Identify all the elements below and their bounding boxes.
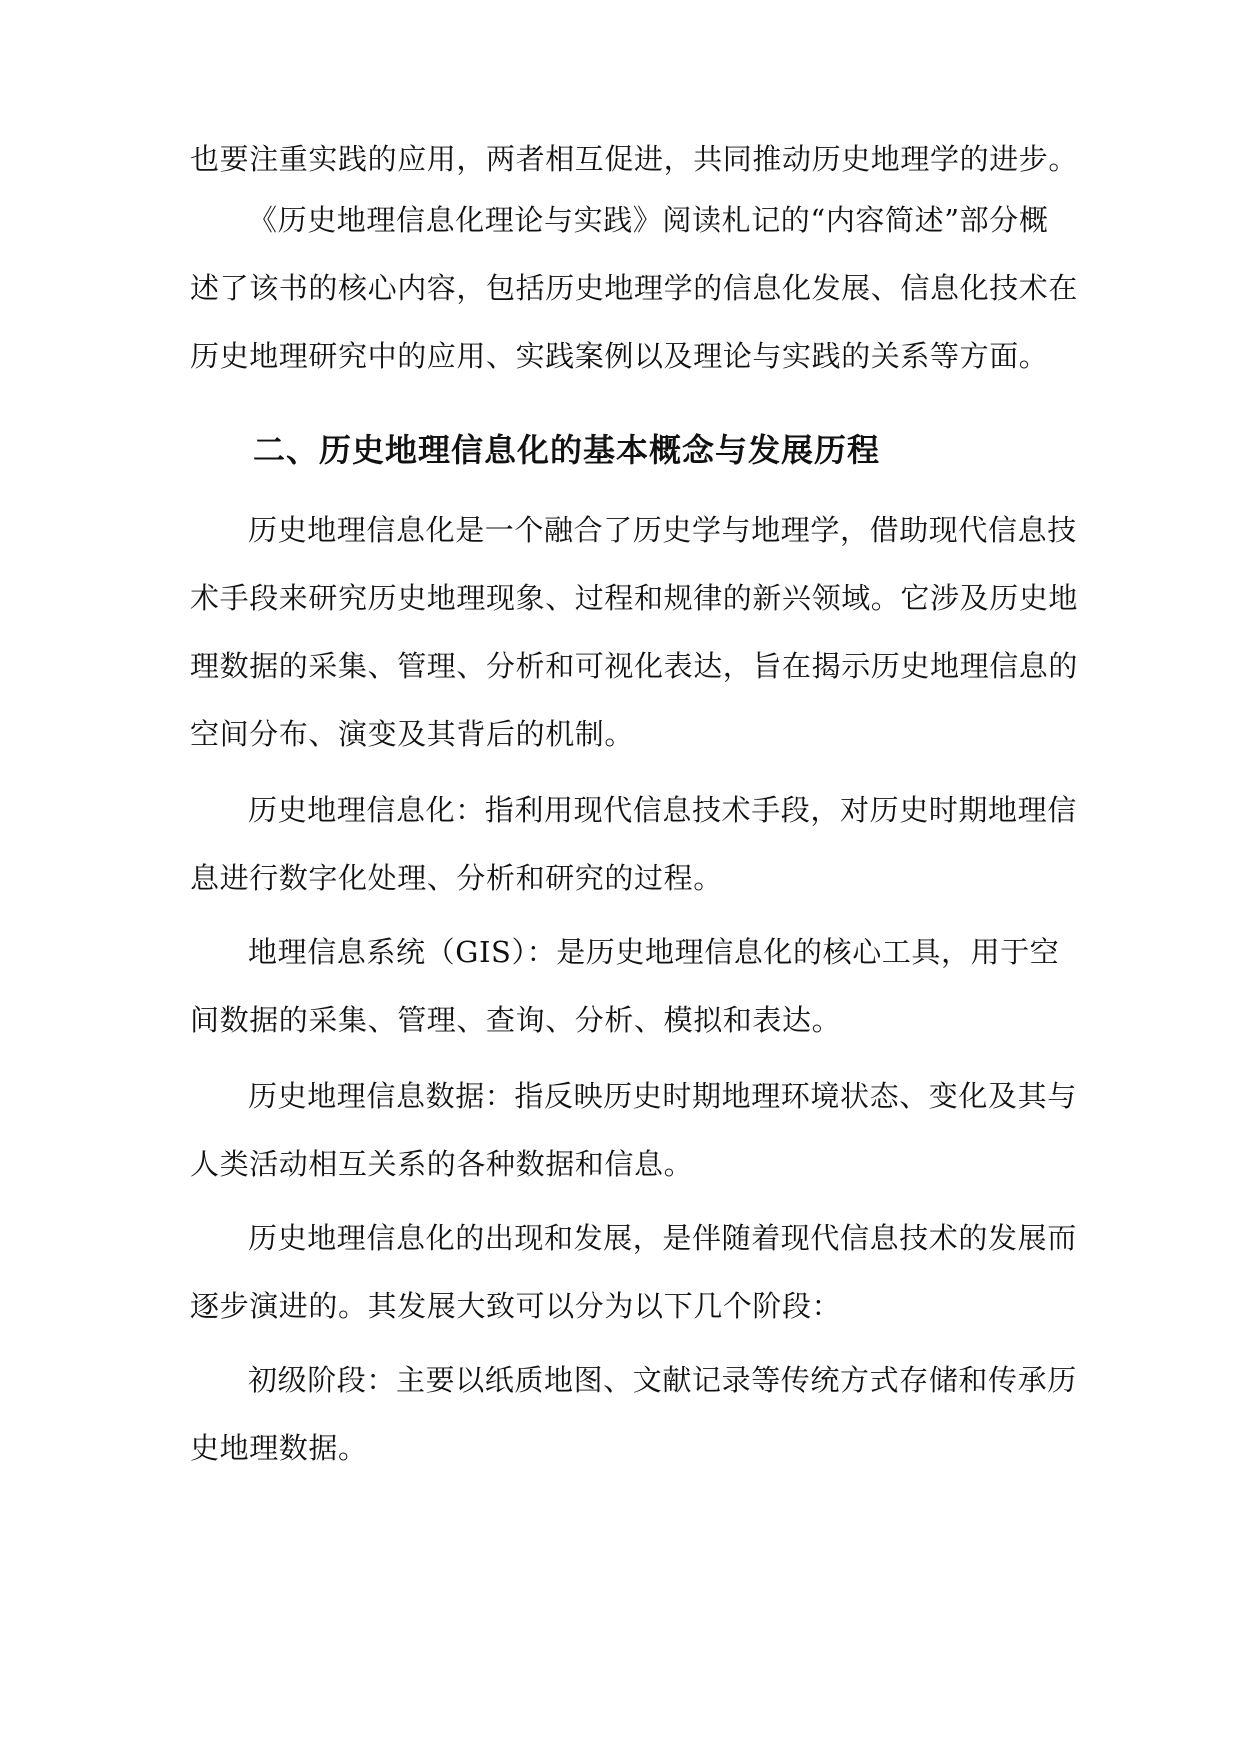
text-line: 空间分布、演变及其背后的机制。: [190, 717, 635, 751]
text-line: 历史地理信息化是一个融合了历史学与地理学，借助现代信息技: [248, 513, 1077, 547]
text-line: 史地理数据。: [190, 1431, 368, 1465]
text-line: 间数据的采集、管理、查询、分析、模拟和表达。: [190, 1003, 842, 1037]
text-line: 人类活动相互关系的各种数据和信息。: [190, 1147, 694, 1181]
text-line: 也要注重实践的应用，两者相互促进，共同推动历史地理学的进步。: [190, 142, 1079, 176]
text-line: 术手段来研究历史地理现象、过程和规律的新兴领域。它涉及历史地: [190, 581, 1079, 615]
text-line: 历史地理信息数据：指反映历史时期地理环境状态、变化及其与: [248, 1079, 1077, 1113]
text-line: 历史地理信息化：指利用现代信息技术手段，对历史时期地理信: [248, 793, 1077, 827]
text-line: 息进行数字化处理、分析和研究的过程。: [190, 861, 723, 895]
text-line: 理数据的采集、管理、分析和可视化表达，旨在揭示历史地理信息的: [190, 649, 1079, 683]
text-line: 述了该书的核心内容，包括历史地理学的信息化发展、信息化技术在: [190, 271, 1079, 305]
text-line: 历史地理信息化的出现和发展，是伴随着现代信息技术的发展而: [248, 1221, 1077, 1255]
text-line: 初级阶段：主要以纸质地图、文献记录等传统方式存储和传承历: [248, 1363, 1077, 1397]
text-line: 逐步演进的。其发展大致可以分为以下几个阶段：: [190, 1289, 842, 1323]
text-line: 历史地理研究中的应用、实践案例以及理论与实践的关系等方面。: [190, 339, 1049, 373]
section-heading: 二、历史地理信息化的基本概念与发展历程: [253, 431, 881, 469]
text-line: 《历史地理信息化理论与实践》阅读札记的“内容简述”部分概: [248, 203, 1049, 237]
text-line: 地理信息系统（GIS）：是历史地理信息化的核心工具，用于空: [248, 935, 1060, 969]
